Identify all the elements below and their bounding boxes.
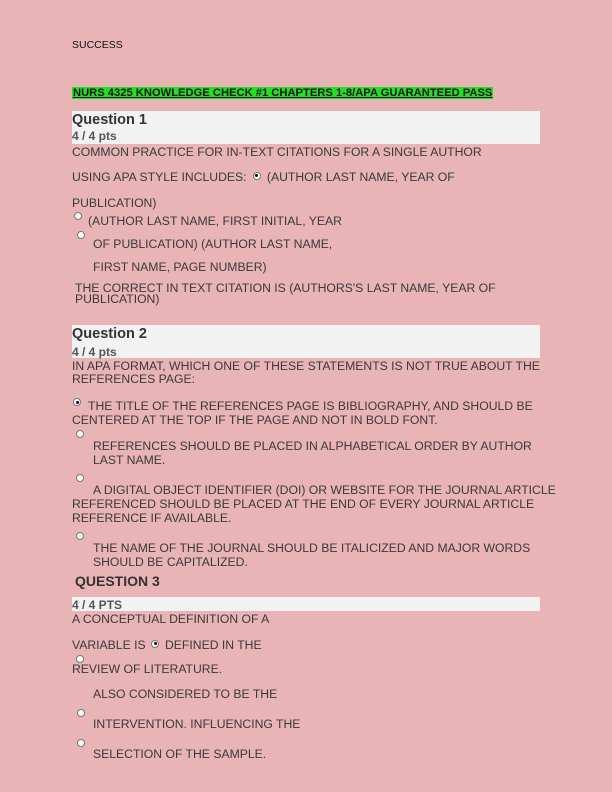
document-label: SUCCESS [72, 39, 123, 51]
question-1-title: Question 1 [72, 112, 147, 128]
radio-icon[interactable] [76, 532, 84, 540]
radio-selected-icon[interactable] [73, 398, 81, 406]
question-1-option: OF PUBLICATION) (AUTHOR LAST NAME, [93, 237, 333, 251]
question-1-option: (AUTHOR LAST NAME, FIRST INITIAL, YEAR [88, 214, 342, 228]
question-3-points: 4 / 4 PTS [72, 598, 123, 612]
question-2-option: THE TITLE OF THE REFERENCES PAGE IS BIBLIOGRAPHY, AND SHOULD BE [88, 399, 533, 413]
document-title-banner: NURS 4325 KNOWLEDGE CHECK #1 CHAPTERS 1-8/APA GUARANTEED PASS [73, 87, 493, 99]
question-2-option: LAST NAME. [93, 453, 166, 467]
question-1-points: 4 / 4 pts [72, 129, 117, 143]
radio-icon[interactable] [77, 709, 85, 717]
question-2-option: SHOULD BE CAPITALIZED. [93, 555, 248, 569]
radio-icon[interactable] [77, 739, 85, 747]
question-2-title: Question 2 [72, 326, 147, 342]
radio-icon[interactable] [76, 474, 84, 482]
radio-icon[interactable] [77, 231, 85, 239]
question-2-points: 4 / 4 pts [72, 345, 117, 359]
question-3-option: REVIEW OF LITERATURE. [72, 662, 223, 676]
question-3-header-bar [72, 597, 540, 611]
question-2-text: REFERENCES PAGE: [72, 372, 196, 386]
radio-selected-icon[interactable] [253, 172, 261, 180]
question-1-text: COMMON PRACTICE FOR IN-TEXT CITATIONS FOR A SINGLE AUTHOR [72, 145, 482, 159]
question-1-text: USING APA STYLE INCLUDES: (AUTHOR LAST NAME, YEAR OF [72, 170, 455, 184]
question-1-option: FIRST NAME, PAGE NUMBER) [93, 260, 267, 274]
question-2-option: REFERENCE IF AVAILABLE. [72, 511, 232, 525]
question-2-option: REFERENCES SHOULD BE PLACED IN ALPHABETICAL ORDER BY AUTHOR [93, 439, 532, 453]
question-2-text: IN APA FORMAT, WHICH ONE OF THESE STATEMENTS IS NOT TRUE ABOUT THE [72, 359, 540, 373]
question-3-option: INTERVENTION. INFLUENCING THE [93, 717, 301, 731]
question-3-option: SELECTION OF THE SAMPLE. [93, 747, 267, 761]
question-2-option: REFERENCED SHOULD BE PLACED AT THE END OF EVERY JOURNAL ARTICLE [72, 497, 535, 511]
question-3-option: ALSO CONSIDERED TO BE THE [93, 687, 278, 701]
question-3-text: VARIABLE IS DEFINED IN THE [72, 638, 262, 652]
radio-selected-icon[interactable] [151, 640, 159, 648]
question-1-answer-note: PUBLICATION) [75, 292, 160, 306]
question-1-answer-note: THE CORRECT IN TEXT CITATION IS (AUTHORS'S LAST NAME, YEAR OF [75, 281, 496, 295]
radio-icon[interactable] [76, 430, 84, 438]
radio-icon[interactable] [74, 212, 82, 220]
question-3-title: QUESTION 3 [75, 573, 160, 589]
question-3-text: A CONCEPTUAL DEFINITION OF A [72, 612, 270, 626]
question-2-option: A DIGITAL OBJECT IDENTIFIER (DOI) OR WEBSITE FOR THE JOURNAL ARTICLE [93, 483, 556, 497]
question-2-option: CENTERED AT THE TOP IF THE PAGE AND NOT IN BOLD FONT. [72, 413, 438, 427]
question-2-option: THE NAME OF THE JOURNAL SHOULD BE ITALICIZED AND MAJOR WORDS [93, 541, 531, 555]
question-1-text: PUBLICATION) [72, 196, 157, 210]
